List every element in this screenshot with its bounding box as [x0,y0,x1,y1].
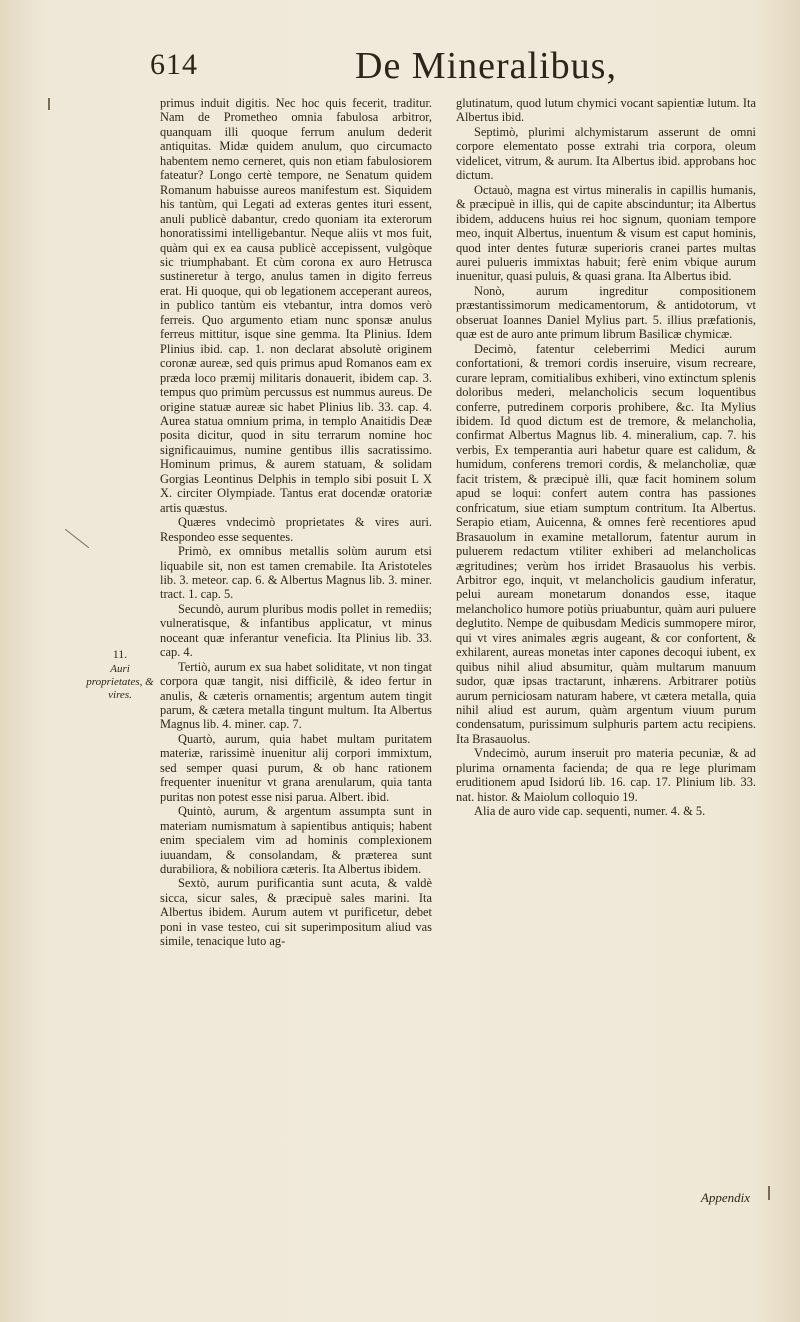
page-number: 614 [150,48,198,81]
margin-note-text: Auri proprietates, & vires. [86,663,154,701]
margin-tick-mark [768,1186,770,1200]
paragraph: Octauò, magna est virtus mineralis in capillis humanis, & præcipuè in illis, qui de capite abscinduntur; ita Albertus ibidem, adducens huius rei hoc signum, quoniam tempore meo, inquit Albertus, inuentum & visum est caput hominis, quod inter dentes futuræ superioris cranei partes multas aurei pulueris immixtas habuit; ferè enim vbique aurum inuenitur, quasi puluis, & quasi grana. Ita Albertus ibid. [456,182,756,284]
margin-tick-mark [48,98,50,110]
left-column [160,96,432,949]
paragraph: Septimò, plurimi alchymistarum asserunt de omni corpore elementato posse extrahi tria corpora, oleum videlicet, vitrum, & aurum. Ita Albertus ibid. approbans hoc dictum. [456,124,756,183]
right-column [456,96,756,819]
paragraph: Primò, ex omnibus metallis solùm aurum etsi liquabile sit, non est tamen cremabile. Ita Aristoteles lib. 3. meteor. cap. 6. & Albertus Magnus lib. 3. miner. tract. 1. cap. 5. [160,544,432,602]
paragraph: Alia de auro vide cap. sequenti, numer. 4. & 5. [474,804,706,819]
paragraph: Quintò, aurum, & argentum assumpta sunt in materiam numismatum à sapientibus antiquis; habent enim specialem vim ad hominis complexionem iuuandam, & consolandam, & præterea sunt durabiliora, & nobiliora cæteris. Ita Albertus ibidem. [160,804,432,877]
margin-tick-mark [65,529,89,548]
paragraph: primus induit digitis. Nec hoc quis fecerit, traditur. Nam de Prometheo omnia fabulosa arbitror, quanquam illi quoque ferrum anulum dederit antiquitas. Midæ quidem anulum, quo circumacto habentem nemo cerneret, quis non etiam fabulosiorem fateatur? Longo certè tempore, ne Senatum quidem Romanum habuisse aureos manifestum est. Siquidem his tantùm, qui Legati ad exteras gentes ituri essent, anuli publicè dabantur, credo quoniam ita exterorum honoratissimi intelligebantur. Neque aliis vt mos fuit, quàm qui ex ea causa publicè accepissent, vulgòque sic triumphabant. Et cùm corona ex auro Hetrusca sustineretur à tergo, anulus tamen in digito ferreus erat. Hi quoque, qui ob legationem acceperant aureos, in publico tantùm eis vtebantur, intra domos verò ferreis. Quo argumento etiam nunc sponsæ anulus ferreus mittitur, isque sine gemma. Ita Plinius. Idem Plinius ibid. cap. 1. non declarat absolutè originem coronæ aureæ, sed quis primus apud Romanos eam ex præda loco præmij militaris donauerit, ibidem cap. 3. tempus quo primùm percussus est nummus aureus. De origine statuæ aureæ sic habet Plinius lib. 33. cap. 4. Aurea statua omnium prima, in templo Anaitidis Deæ posita dicitur, quod in situ terrarum nomine hoc significauimus, numine gentibus illis sacratissimo. Hominum primus, & aurem statuam, & solidam Gorgias Leontinus Delphis in templo sibi posuit L X X. circiter Olympiade. Tantus erat docendæ oratoriæ artis quæstus. [160,96,432,515]
paragraph: Nonò, aurum ingreditur compositionem præstantissimorum medicamentorum, & antidotorum, vt obseruat Ioannes Daniel Mylius part. 5. illius præfationis, quæ est de auro ante primum librum Basilicæ chymicæ. [456,283,756,342]
catchword: Appendix [700,1190,750,1205]
paragraph: Quartò, aurum, quia habet multam puritatem materiæ, rarissimè inuenitur alij corpori immixtum, sed semper quasi purum, & ob hanc rationem frequenter inuenitur vt grana arenularum, quia tanta puritas non potest esse nisi parua. Albert. ibid. [160,731,432,804]
paragraph: Quæres vndecimò proprietates & vires auri. Respondeo esse sequentes. [160,515,432,544]
paragraph: Vndecimò, aurum inseruit pro materia pecuniæ, & ad plurima ornamenta facienda; de qua re lege plurimam eruditionem apud Isidorú lib. 16. cap. 17. Plinium lib. 33. nat. histor. & Maiolum colloquio 19. [456,746,756,804]
paragraph: Tertiò, aurum ex sua habet soliditate, vt non tingat corpora quæ tangit, nisi difficilè, & ideo fertur in anulis, & cæteris ornamentis; argentum autem tingit parum, & cætera metalla tingunt multum. Ita Albertus Magnus lib. 4. miner. cap. 7. [160,659,432,732]
running-title: De Mineralibus, [355,45,617,87]
paragraph: Sextò, aurum purificantia sunt acuta, & valdè sicca, sicur sales, & præcipuè sales marini. Ita Albertus ibidem. Aurum autem vt purificetur, debet poni in vase testeo, cui sit superimpositum aliud vas simile, tenacique luto ag- [160,876,432,949]
running-head [150,44,750,90]
section-number: 11. [112,647,128,661]
paragraph: Secundò, aurum pluribus modis pollet in remediis; vulneratisque, & infantibus applicatur, vt minus noceant quæ inferantur veneficia. Ita Plinius lib. 33. cap. 4. [160,601,432,660]
paragraph: glutinatum, quod lutum chymici vocant sapientiæ lutum. Ita Albertus ibid. [456,96,756,125]
paragraph: Decimò, fatentur celeberrimi Medici aurum confortationi, & tremori cordis inseruire, visum recreare, curare lepram, comitialibus exhiberi, vino extinctum splenis doloribus mederi, melancholicis secum loquentibus conferre, putredinem corporis prohibere, &c. Ita Mylius ibidem. Id quod dictum est de tremore, & melancholia, confirmat Albertus Magnus lib. 4. mineralium, cap. 7. his verbis, Ex temperantia auri habetur quare est calidum, & humidum, conferens tremori cordis, & melancholiæ, quæ facit tristem, & præcipuè illi, quæ facit hominem solum apud se loqui: confert autem contra has passiones confricatum, siue etiam sumptum contritum. Ita Albertus. Serapio etiam, Auicenna, & omnes ferè recentiores apud Brasauolum in examine metallorum, fatentur aurum in puluerem redactum vtiliter exhiberi ad melancholicas ægritudines; verùm hos irridet Brasauolus his verbis. Arbitror ego, inquit, vt melancholicis gaudium inferatur, pelui auream monetarum donandos esse, itaque melancholico humore potiùs priuabuntur, quàm auri puluere deglutito. Nempe de quibusdam Medicis summopere miror, qui vt vires animales ægris augeant, & cor confortent, & exhilarent, aureas monetas inter capones decoqui iubent, ex quibus nihil aliud absumitur, quàm multarum manuum sudor, quæ ipsas tractarunt, inhærens. Arbitrarer potiùs aurum perniciosam naturam habere, vt cætera metalla, quia nihil aliud est aurum, quàm argentum viuum purum condensatum, purissimum sulphuris partem actu recipiens. Ita Brasauolus. [456,341,756,746]
margin-note [86,648,154,702]
